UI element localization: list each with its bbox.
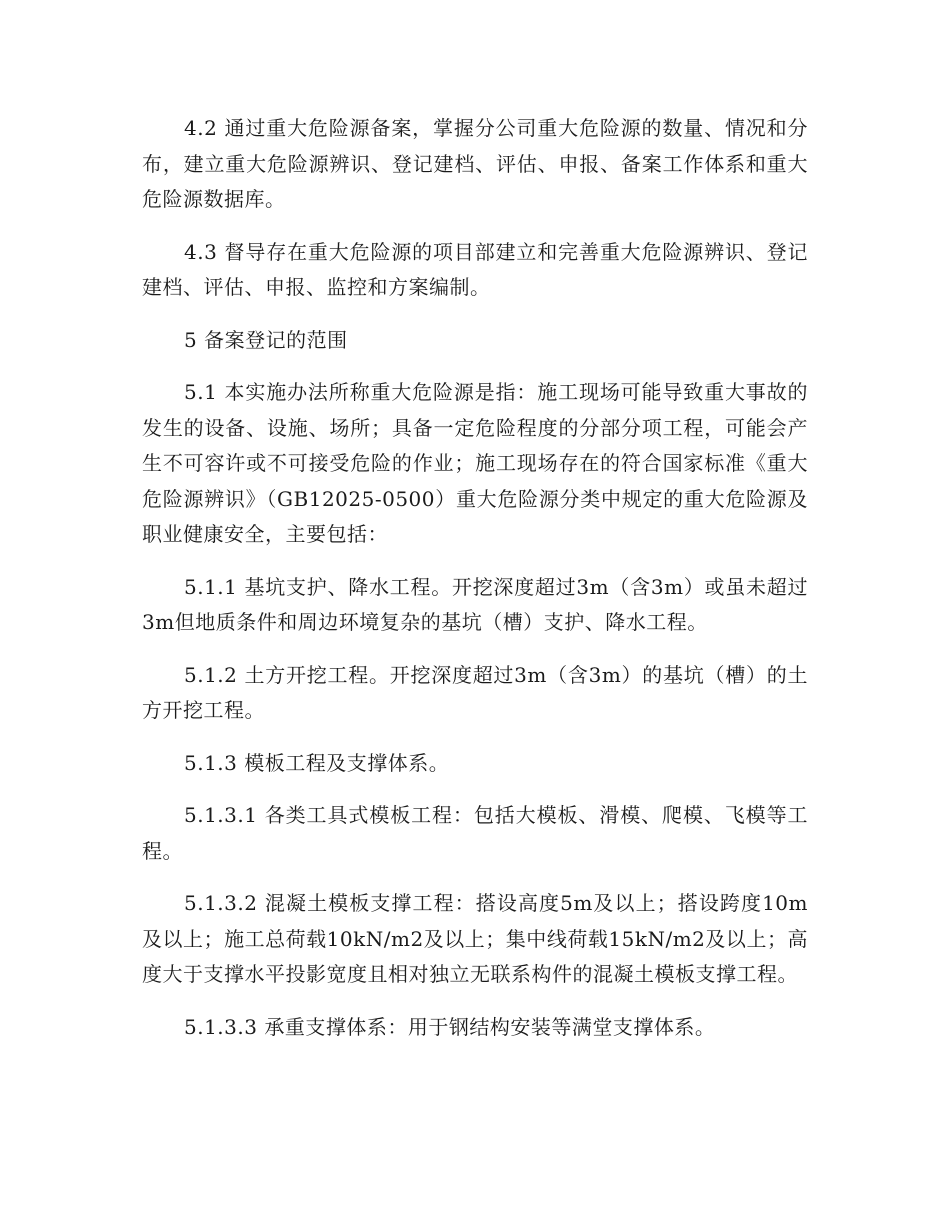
section-heading-5: 5 备案登记的范围 [184,327,348,352]
paragraph-5-1-3-3: 5.1.3.3 承重支撑体系：用于钢结构安装等满堂支撑体系。 [184,1014,716,1039]
paragraph-gap [142,553,808,570]
paragraph-gap [142,306,808,323]
paragraph-gap [142,641,808,658]
paragraph-5-1: 5.1 本实施办法所称重大危险源是指：施工现场可能导致重大事故的发生的设备、设施、场所；具备一定危险程度的分部分项工程，可能会产生不可容许或不可接受危险的作业；施工现场存在的符合国家标准《重大危险源辨识》（GB12025-0500）重大危险源分类中规定的重大危险源及职业健康安全，主要包括： [142,380,808,546]
paragraph-5-1-3-1: 5.1.3.1 各类工具式模板工程：包括大模板、滑模、爬模、飞模等工程。 [142,803,808,863]
paragraph-5-1-3: 5.1.3 模板工程及支撑体系。 [184,750,450,775]
paragraph-gap [142,358,808,375]
paragraph-gap [142,869,808,886]
document-page [142,111,808,1045]
paragraph-gap [142,218,808,235]
paragraph-4-2: 4.2 通过重大危险源备案，掌握分公司重大危险源的数量、情况和分布，建立重大危险源辨识、登记建档、评估、申报、备案工作体系和重大危险源数据库。 [142,116,808,211]
paragraph-gap [142,781,808,798]
paragraph-5-1-2: 5.1.2 土方开挖工程。开挖深度超过3m（含3m）的基坑（槽）的土方开挖工程。 [142,662,808,722]
paragraph-5-1-3-2: 5.1.3.2 混凝土模板支撑工程：搭设高度5m及以上；搭设跨度10m及以上；施工总荷载10kN/m2及以上；集中线荷载15kN/m2及以上；高度大于支撑水平投影宽度且相对独立无联系构件的混凝土模板支撑工程。 [142,891,808,986]
paragraph-gap [142,993,808,1010]
paragraph-gap [142,729,808,746]
paragraph-5-1-1: 5.1.1 基坑支护、降水工程。开挖深度超过3m（含3m）或虽未超过3m但地质条件和周边环境复杂的基坑（槽）支护、降水工程。 [142,574,808,634]
paragraph-4-3: 4.3 督导存在重大危险源的项目部建立和完善重大危险源辨识、登记建档、评估、申报、监控和方案编制。 [142,239,808,299]
